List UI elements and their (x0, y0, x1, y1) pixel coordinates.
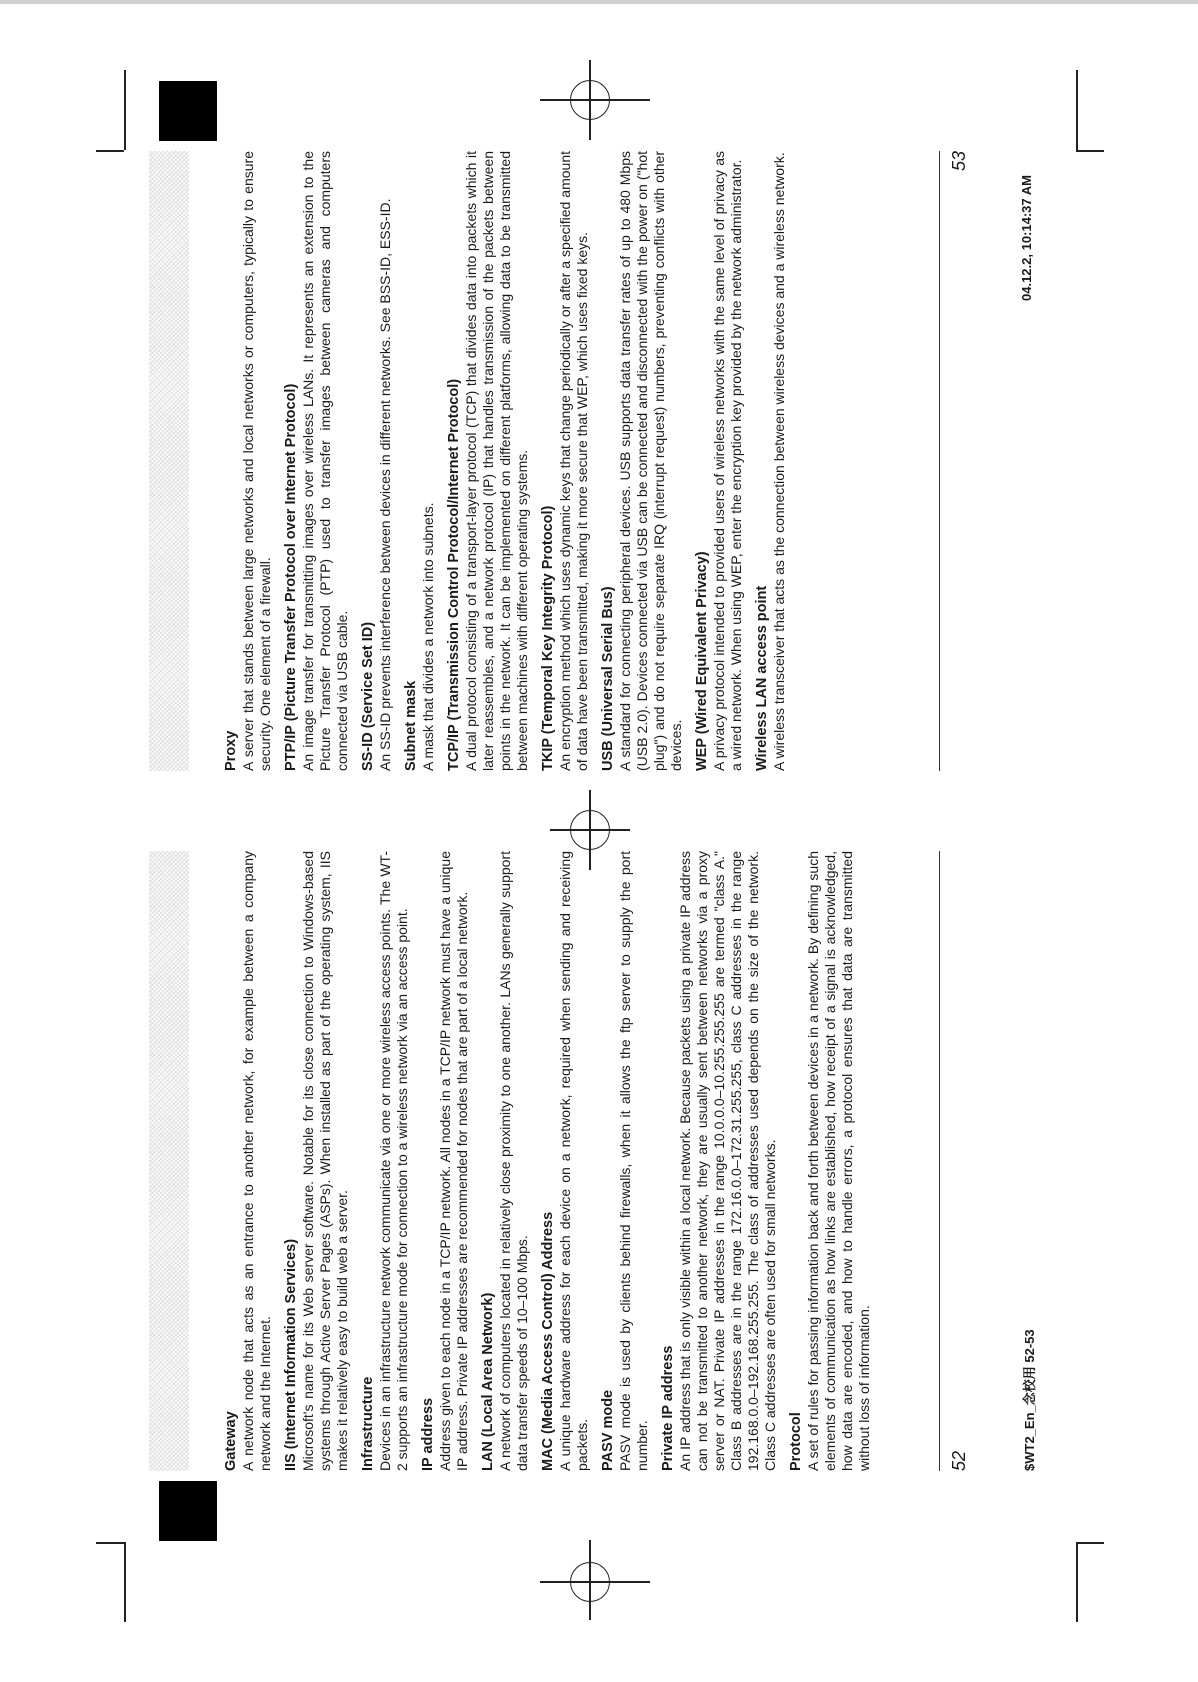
glossary-term: WEP (Wired Equivalent Privacy) (694, 551, 710, 771)
glossary-definition: A standard for connecting peripheral devices. USB supports data transfer rates of up to 480 Mbps (USB 2.0). Devices connected via USB can be connected and disconnected with the power on ("hot plug") and do not require separate IRQ (interrupt request) numbers, preventing conflicts with other devices. (617, 151, 684, 771)
glossary-term: Wireless LAN access point (754, 585, 770, 771)
glossary-definition: A wireless transceiver that acts as the connection between wireless devices and a wireless network. (771, 152, 787, 771)
glossary-term: Protocol (788, 1412, 804, 1471)
glossary-entry (540, 851, 591, 1471)
glossary-entry (754, 151, 788, 771)
glossary-entry (283, 851, 351, 1471)
glossary-entry (540, 151, 591, 771)
glossary-definition: Devices in an infrastructure network communicate via one or more wireless access points. The WT-2 supports an infrastructure mode for connection to a wireless network via an access point. (377, 851, 410, 1471)
glossary-term: Subnet mask (403, 680, 419, 771)
file-slug: $WT2_En_念校用 52-53 (1022, 1329, 1037, 1471)
glossary-definition: An SS-ID prevents interference between devices in different networks. See BSS-ID, ESS-ID. (377, 198, 393, 771)
glossary-entry (600, 851, 651, 1471)
glossary-term: LAN (Local Area Network) (480, 1292, 496, 1471)
glossary-definition: An encryption method which uses dynamic keys that change periodically or after a specified amount of data have been transmitted, making it more secure that WEP, which uses fixed keys. (557, 151, 590, 771)
glossary-term: SS-ID (Service Set ID) (360, 621, 376, 771)
page-number: 52 (949, 1450, 969, 1471)
glossary-term: PTP/IP (Picture Transfer Protocol over Internet Protocol) (283, 383, 299, 771)
glossary-definition: A mask that divides a network into subnets. (420, 502, 436, 771)
section-tab (159, 81, 217, 141)
glossary-term: MAC (Media Access Control) Address (540, 1211, 556, 1471)
crop-mark (1076, 70, 1078, 150)
footer-rule (939, 151, 940, 771)
footer-rule (939, 851, 940, 1471)
glossary-entry (420, 851, 471, 1471)
entry-list-right (223, 151, 797, 771)
print-timestamp: 04.12.2, 10:14:37 AM (1019, 175, 1034, 301)
glossary-term: IP address (420, 1397, 436, 1471)
glossary-entry (223, 151, 274, 771)
glossary-term: Private IP address (660, 1345, 676, 1471)
section-tab (159, 1481, 217, 1541)
registration-mark (540, 1581, 650, 1583)
glossary-definition: A privacy protocol intended to provided users of wireless networks with the same level of privacy as a wired network. When using WEP, enter the encryption key provided by the network administrator. (711, 151, 744, 771)
glossary-definition: A unique hardware address for each device on a network, required when sending and receiving packets. (557, 851, 590, 1471)
crop-mark (1076, 150, 1104, 152)
glossary-page-right (149, 151, 1049, 771)
crop-mark (96, 150, 124, 152)
glossary-definition: A dual protocol consisting of a transport-layer protocol (TCP) that divides data into packets which it later reassembles, and a network protocol (IP) that handles transmission of the packets between points in the network. It can be implemented on different platforms, allowing data to be transmitted between machines with different operating systems. (463, 151, 530, 771)
glossary-entry (446, 151, 531, 771)
glossary-spread (149, 111, 1049, 1571)
crop-mark (96, 1542, 124, 1544)
glossary-definition: A network of computers located in relatively close proximity to one another. LANs generally support data transfer speeds of 10–100 Mbps. (497, 851, 530, 1471)
glossary-term: IIS (Internet Information Services) (283, 1238, 299, 1471)
glossary-entry (788, 851, 873, 1471)
glossary-entry (480, 851, 531, 1471)
glossary-term: USB (Universal Serial Bus) (600, 586, 616, 771)
glossary-entry (600, 151, 685, 771)
glossary-definition: A set of rules for passing information back and forth between devices in a network. By defining such elements of communication as how links are established, how receipt of a signal is acknowledged, how data are encoded, and how to handle errors, a protocol ensures that data are transmitted without loss of information. (805, 851, 872, 1471)
glossary-definition: PASV mode is used by clients behind firewalls, when it allows the ftp server to supply the port number. (617, 851, 650, 1471)
glossary-term: TCP/IP (Transmission Control Protocol/Internet Protocol) (446, 378, 462, 771)
glossary-definition: An image transfer for transmitting images over wireless LANs. It represents an extension to the Picture Transfer Protocol (PTP) used to transfer images between cameras and computers connected via USB cable. (300, 151, 350, 771)
glossary-definition: A network node that acts as an entrance to another network, for example between a company network and the Internet. (240, 851, 273, 1471)
glossary-entry (283, 151, 351, 771)
glossary-term: PASV mode (600, 1389, 616, 1471)
glossary-entry (403, 151, 437, 771)
glossary-entry (360, 151, 394, 771)
registration-mark (540, 99, 650, 101)
glossary-term: Proxy (223, 730, 239, 771)
glossary-term: Gateway (223, 1411, 239, 1471)
glossary-term: TKIP (Temporal Key Integrity Protocol) (540, 505, 556, 771)
glossary-definition: An IP address that is only visible within a local network. Because packets using a private IP address can not be transmitted to another network, they are usually sent between networks via a proxy server or NAT. Private IP addresses in the range 10.0.0.0–10.255.255.255 are termed "class A." Class B addresses are in the range 172.16.0.0–172.31.255.255, class C addresses in the range 192.168.0.0–192.168.255.255. The class of addresses used depends on the size of the network. Class C addresses are often used for small networks. (677, 851, 778, 1471)
glossary-page-left (149, 851, 1049, 1471)
crop-mark (124, 1542, 126, 1622)
entry-list-left (223, 851, 882, 1471)
header-pattern (149, 151, 189, 771)
glossary-entry (694, 151, 745, 771)
glossary-definition: Address given to each node in a TCP/IP network. All nodes in a TCP/IP network must have a unique IP address. Private IP addresses are recommended for nodes that are part of a local network. (437, 851, 470, 1471)
crop-mark (124, 70, 126, 150)
glossary-entry (660, 851, 779, 1471)
crop-mark (1076, 1542, 1104, 1544)
glossary-entry (360, 851, 411, 1471)
page-edge (0, 0, 1198, 4)
crop-mark (1076, 1542, 1078, 1622)
glossary-term: Infrastructure (360, 1376, 376, 1471)
glossary-definition: Microsoft's name for its Web server software. Notable for its close connection to Windows-based systems through Active Server Pages (ASPs). When installed as part of the operating system, IIS makes it relatively easy to build web a server. (300, 851, 350, 1471)
glossary-entry (223, 851, 274, 1471)
page-number: 53 (949, 150, 969, 171)
glossary-definition: A server that stands between large networks and local networks or computers, typically to ensure security. One element of a firewall. (240, 151, 273, 771)
header-pattern (149, 851, 189, 1471)
